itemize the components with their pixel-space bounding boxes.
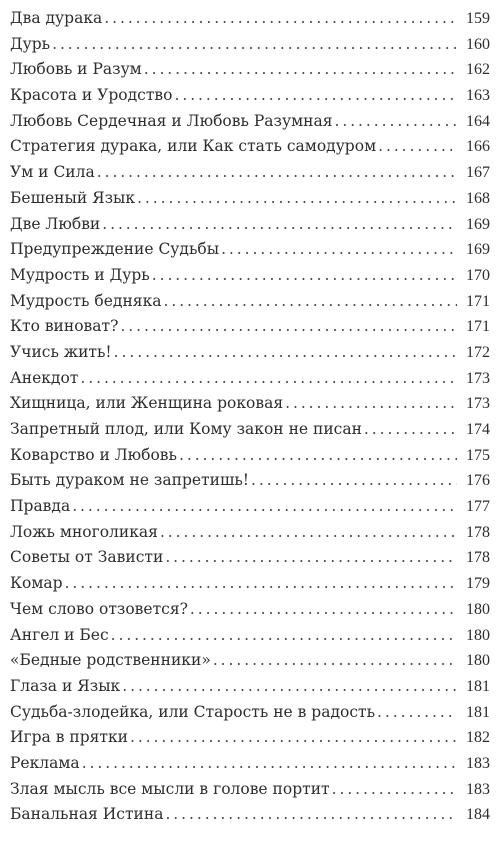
toc-entry-page-number: 178 — [466, 523, 490, 541]
toc-entry-page-number: 159 — [466, 10, 490, 27]
dot-leader — [160, 520, 457, 546]
toc-entry-page-number: 182 — [466, 729, 490, 747]
dot-leader — [114, 340, 457, 366]
toc-entry — [10, 32, 490, 58]
toc-entry — [10, 545, 490, 571]
dot-leader — [82, 751, 457, 777]
toc-entry — [10, 109, 490, 135]
toc-entry — [10, 6, 490, 32]
toc-entry — [10, 648, 490, 674]
toc-entry — [10, 777, 490, 803]
toc-entry-page-number: 179 — [466, 575, 490, 593]
toc-entry-page-number: 178 — [466, 549, 490, 567]
toc-entry-title: Мудрость и Дурь — [10, 265, 150, 284]
dot-leader — [80, 366, 457, 392]
dot-leader — [137, 186, 457, 212]
toc-entry-title: Любовь и Разум — [10, 60, 142, 79]
toc-entry-title: Судьба-злодейка, или Старость не в радость — [10, 702, 376, 721]
toc-entry-page-number: 171 — [466, 292, 490, 310]
toc-entry — [10, 263, 490, 289]
dot-leader — [179, 443, 457, 469]
toc-entry-title: Игра в прятки — [10, 728, 129, 747]
toc-entry — [10, 134, 490, 160]
toc-entry-page-number: 176 — [466, 472, 490, 490]
toc-entry-page-number: 184 — [466, 806, 490, 824]
toc-entry-title: Два дурака — [10, 9, 103, 27]
toc-entry-title: Реклама — [10, 753, 80, 772]
toc-entry — [10, 83, 490, 109]
toc-entry-title: Глаза и Язык — [10, 676, 121, 695]
toc-entry-page-number: 180 — [466, 626, 490, 644]
toc-entry-page-number: 181 — [466, 703, 490, 721]
toc-entry-page-number: 160 — [466, 35, 490, 53]
toc-entry-title: Комар — [10, 574, 63, 593]
dot-leader — [144, 57, 457, 83]
dot-leader — [111, 623, 457, 649]
toc-entry-page-number: 163 — [466, 87, 490, 105]
toc-entry-page-number: 181 — [466, 677, 490, 695]
toc-entry-page-number: 183 — [466, 780, 490, 798]
toc-entry — [10, 212, 490, 238]
toc-entry-page-number: 169 — [466, 215, 490, 233]
toc-entry — [10, 571, 490, 597]
dot-leader — [130, 725, 457, 751]
toc-entry-title: Хищница, или Женщина роковая — [10, 394, 284, 413]
dot-leader — [52, 32, 457, 58]
toc-entry — [10, 674, 490, 700]
toc-entry-page-number: 166 — [466, 138, 490, 156]
dot-leader — [213, 648, 457, 674]
toc-entry — [10, 366, 490, 392]
toc-entry-title: Чем слово отзовется? — [10, 599, 188, 618]
toc-entry — [10, 314, 490, 340]
table-of-contents — [10, 6, 490, 828]
toc-entry — [10, 468, 490, 494]
toc-entry — [10, 597, 490, 623]
toc-entry-title: Бешеный Язык — [10, 188, 136, 207]
toc-entry-page-number: 164 — [466, 112, 490, 130]
toc-entry — [10, 802, 490, 828]
toc-entry-page-number: 177 — [466, 498, 490, 516]
toc-entry-title: Банальная Истина — [10, 805, 164, 824]
dot-leader — [164, 289, 458, 315]
toc-entry — [10, 751, 490, 777]
toc-entry-title: Предупреждение Судьбы — [10, 240, 220, 259]
dot-leader — [285, 391, 457, 417]
toc-entry-title: Запретный плод, или Кому закон не писан — [10, 420, 362, 438]
dot-leader — [334, 109, 457, 135]
toc-entry-page-number: 173 — [466, 395, 490, 413]
toc-entry — [10, 57, 490, 83]
toc-entry-title: «Бедные родственники» — [10, 651, 211, 670]
toc-entry-title: Мудрость бедняка — [10, 291, 162, 310]
dot-leader — [175, 83, 458, 109]
toc-entry-page-number: 172 — [466, 343, 490, 361]
dot-leader — [102, 212, 457, 238]
toc-entry-title: Злая мысль все мысли в голове портит — [10, 779, 330, 798]
toc-entry-title: Ангел и Бес — [10, 625, 109, 644]
dot-leader — [152, 263, 457, 289]
toc-entry — [10, 725, 490, 751]
toc-entry-page-number: 169 — [466, 241, 490, 259]
toc-entry — [10, 340, 490, 366]
dot-leader — [72, 494, 457, 520]
toc-entry-page-number: 180 — [466, 652, 490, 670]
toc-entry — [10, 623, 490, 649]
toc-entry-title: Кто виноват? — [10, 317, 119, 336]
toc-entry-title: Красота и Уродство — [10, 86, 173, 105]
toc-entry-title: Ум и Сила — [10, 163, 95, 182]
toc-entry-page-number: 162 — [466, 61, 490, 79]
dot-leader — [364, 417, 457, 443]
dot-leader — [165, 545, 457, 571]
toc-entry-page-number: 173 — [466, 369, 490, 387]
toc-entry-title: Анекдот — [10, 368, 79, 387]
toc-entry-title: Быть дураком не запретишь! — [10, 471, 250, 490]
toc-entry-page-number: 167 — [466, 164, 490, 182]
toc-entry — [10, 391, 490, 417]
toc-entry-page-number: 171 — [466, 318, 490, 336]
toc-entry-title: Дурь — [10, 34, 51, 53]
toc-entry-title: Любовь Сердечная и Любовь Разумная — [10, 111, 333, 130]
dot-leader — [120, 314, 457, 340]
toc-entry — [10, 443, 490, 469]
toc-entry-title: Учись жить! — [10, 342, 112, 361]
toc-entry-page-number: 174 — [466, 421, 490, 438]
toc-entry-title: Две Любви — [10, 214, 101, 233]
dot-leader — [378, 134, 457, 160]
toc-entry-page-number: 183 — [466, 754, 490, 772]
toc-entry — [10, 160, 490, 186]
dot-leader — [97, 160, 457, 186]
dot-leader — [190, 597, 457, 623]
toc-entry-title: Правда — [10, 497, 71, 516]
dot-leader — [377, 700, 457, 726]
toc-entry-title: Советы от Зависти — [10, 548, 164, 567]
dot-leader — [251, 468, 457, 494]
dot-leader — [104, 6, 457, 32]
toc-entry — [10, 186, 490, 212]
toc-entry — [10, 417, 490, 443]
dot-leader — [332, 777, 457, 803]
toc-entry — [10, 289, 490, 315]
dot-leader — [65, 571, 457, 597]
dot-leader — [122, 674, 457, 700]
dot-leader — [165, 802, 457, 828]
dot-leader — [221, 237, 457, 263]
toc-entry — [10, 494, 490, 520]
toc-entry — [10, 237, 490, 263]
toc-entry-title: Ложь многоликая — [10, 522, 158, 541]
toc-entry-page-number: 170 — [466, 266, 490, 284]
toc-entry-page-number: 175 — [466, 446, 490, 464]
toc-entry — [10, 520, 490, 546]
toc-entry-page-number: 180 — [466, 600, 490, 618]
toc-entry-title: Стратегия дурака, или Как стать самодуром — [10, 137, 377, 156]
toc-entry-page-number: 168 — [466, 189, 490, 207]
toc-entry-title: Коварство и Любовь — [10, 445, 177, 464]
toc-entry — [10, 700, 490, 726]
